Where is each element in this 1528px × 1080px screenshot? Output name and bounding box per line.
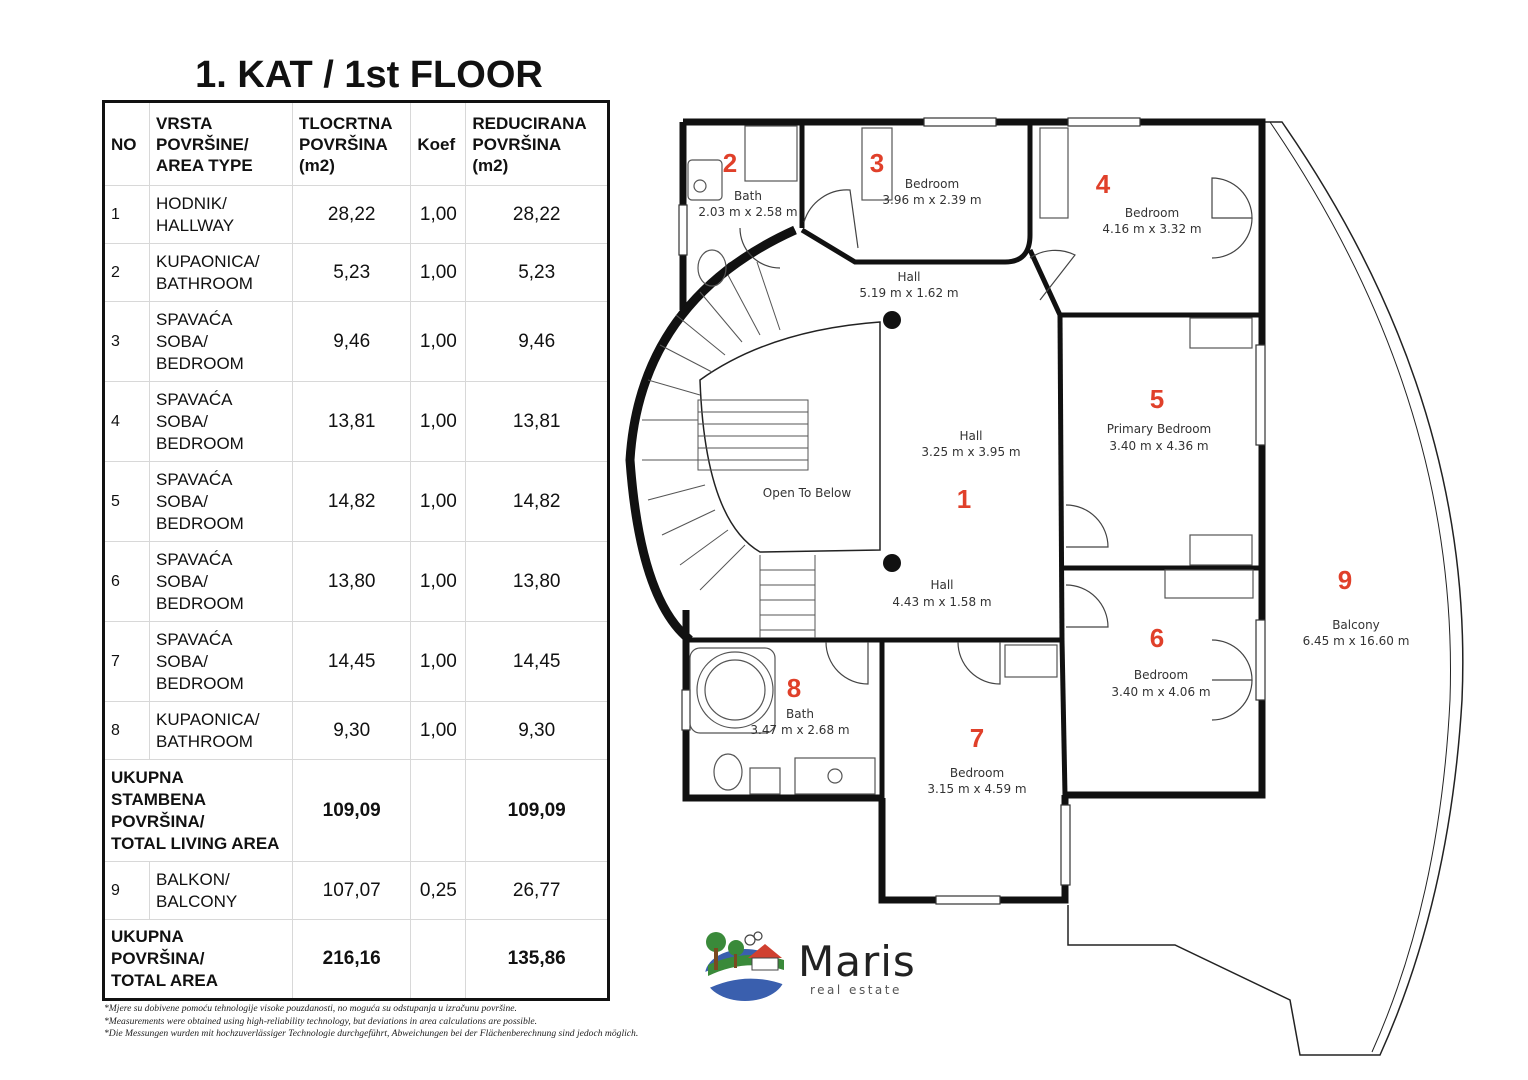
cell-reduced: 28,22 [466, 186, 609, 244]
cell-type-line: HALLWAY [156, 215, 235, 235]
open-to-below-label: Open To Below [762, 486, 852, 500]
room-3-number: 3 [869, 148, 885, 178]
column-marker [883, 311, 901, 329]
cell-area: 28,22 [293, 186, 411, 244]
cell-type-line: BEDROOM [156, 513, 244, 533]
grand-total-line: UKUPNA [111, 927, 184, 946]
hall-upper-dims: 5.19 m x 1.62 m [859, 286, 959, 300]
room-3-dims: 3.96 m x 2.39 m [882, 193, 982, 207]
page-title: 1. KAT / 1st FLOOR [195, 54, 543, 96]
header-reduced-line: POVRŠINA [472, 134, 562, 154]
room-7-dims: 3.15 m x 4.59 m [927, 782, 1027, 796]
cell-no: 1 [104, 186, 150, 244]
cell-no: 3 [104, 302, 150, 382]
column-marker [883, 554, 901, 572]
cell-type-line: BEDROOM [156, 673, 244, 693]
living-total-area: 109,09 [293, 760, 411, 862]
cell-koef: 1,00 [411, 462, 466, 542]
header-floor-area-line: POVRŠINA [299, 134, 388, 154]
room-4-name: Bedroom [1124, 206, 1180, 220]
cell-area: 13,81 [293, 382, 411, 462]
room-5-name: Primary Bedroom [1106, 422, 1212, 436]
room-9-number: 9 [1337, 565, 1353, 595]
cell-type-line: SOBA/ [156, 571, 208, 591]
living-total-line: STAMBENA [111, 789, 207, 809]
stair-curved-wall [630, 230, 795, 640]
room-6-dims: 3.40 m x 4.06 m [1111, 685, 1211, 699]
cell-type-line: SPAVAĆA [156, 309, 233, 329]
room-4-number: 4 [1095, 169, 1111, 199]
room-3-name: Bedroom [904, 177, 960, 191]
room-8-number: 8 [786, 673, 802, 703]
living-total-reduced: 109,09 [466, 760, 609, 862]
cell-type-line: SPAVAĆA [156, 469, 233, 489]
cell-type-line: SOBA/ [156, 651, 208, 671]
cell-koef: 1,00 [411, 244, 466, 302]
cell-area: 14,45 [293, 622, 411, 702]
room-6-number: 6 [1149, 623, 1165, 653]
cell-koef: 1,00 [411, 382, 466, 462]
cell-type-line: SPAVAĆA [156, 629, 233, 649]
header-floor-area-line: (m2) [299, 155, 335, 175]
cell-type-line: HODNIK/ [156, 193, 227, 213]
cell-no: 9 [104, 862, 150, 920]
grand-total-area: 216,16 [293, 920, 411, 1000]
room-5-dims: 3.40 m x 4.36 m [1109, 439, 1209, 453]
cell-no: 4 [104, 382, 150, 462]
cell-reduced: 14,45 [466, 622, 609, 702]
cell-reduced: 9,46 [466, 302, 609, 382]
balcony-inner-outline [1270, 122, 1451, 1052]
cell-type-line: BEDROOM [156, 433, 244, 453]
room-2-name: Bath [734, 189, 762, 203]
cell-reduced: 13,81 [466, 382, 609, 462]
disclaimer-line: *Mjere su dobivene pomoću tehnologije visoke pouzdanosti, no moguća su odstupanja u izračunu površine. [104, 1003, 517, 1014]
cell-koef: 0,25 [411, 862, 466, 920]
brand-subtitle: real estate [810, 983, 902, 997]
room-9-dims: 6.45 m x 16.60 m [1302, 634, 1410, 648]
cell-reduced: 26,77 [466, 862, 609, 920]
cell-area: 5,23 [293, 244, 411, 302]
room-6-name: Bedroom [1133, 668, 1189, 682]
grand-total-line: POVRŠINA/ [111, 949, 205, 968]
cell-type-line: BALKON/ [156, 869, 230, 889]
room-2-dims: 2.03 m x 2.58 m [698, 205, 798, 219]
living-total-line: UKUPNA [111, 767, 184, 787]
cell-no: 7 [104, 622, 150, 702]
cell-koef: 1,00 [411, 622, 466, 702]
cell-reduced: 13,80 [466, 542, 609, 622]
header-koef: Koef [411, 102, 466, 186]
cell-area: 13,80 [293, 542, 411, 622]
room-labels [698, 148, 1409, 796]
brand-name: Maris [798, 937, 916, 986]
room-8-dims: 3.47 m x 2.68 m [750, 723, 850, 737]
brand-logo-icon [705, 932, 785, 1001]
header-type-line: POVRŠINE/ [156, 134, 249, 154]
room-8-name: Bath [786, 707, 814, 721]
grand-total-line: TOTAL AREA [111, 971, 219, 990]
room-1-number: 1 [956, 484, 972, 514]
cell-no: 5 [104, 462, 150, 542]
hall-lower-dims: 4.43 m x 1.58 m [892, 595, 992, 609]
cell-area: 107,07 [293, 862, 411, 920]
cell-type-line: SPAVAĆA [156, 389, 233, 409]
header-no: NO [104, 102, 150, 186]
room-9-name: Balcony [1332, 618, 1380, 632]
grand-total-reduced: 135,86 [466, 920, 609, 1000]
living-total-line: POVRŠINA/ [111, 811, 205, 831]
cell-koef: 1,00 [411, 702, 466, 760]
header-type-line: AREA TYPE [156, 155, 253, 175]
cell-type-line: SPAVAĆA [156, 549, 233, 569]
room-2-number: 2 [722, 148, 738, 178]
cell-type-line: BEDROOM [156, 353, 244, 373]
cell-type-line: BATHROOM [156, 731, 253, 751]
cell-reduced: 9,30 [466, 702, 609, 760]
room-7-name: Bedroom [949, 766, 1005, 780]
cell-no: 2 [104, 244, 150, 302]
room-4-dims: 4.16 m x 3.32 m [1102, 222, 1202, 236]
cell-type-line: BEDROOM [156, 593, 244, 613]
cell-reduced: 5,23 [466, 244, 609, 302]
cell-area: 9,46 [293, 302, 411, 382]
cell-no: 6 [104, 542, 150, 622]
hall-lower-name: Hall [930, 578, 954, 592]
cell-no: 8 [104, 702, 150, 760]
cell-type-line: SOBA/ [156, 411, 208, 431]
cell-koef: 1,00 [411, 186, 466, 244]
hall-upper-name: Hall [897, 270, 921, 284]
living-total-line: TOTAL LIVING AREA [111, 833, 280, 853]
header-type-line: VRSTA [156, 113, 213, 133]
hall-center-dims: 3.25 m x 3.95 m [921, 445, 1021, 459]
cell-type-line: KUPAONICA/ [156, 251, 260, 271]
cell-type-line: BALCONY [156, 891, 238, 911]
room-7-number: 7 [969, 723, 985, 753]
header-reduced-line: (m2) [472, 155, 509, 175]
header-floor-area-line: TLOCRTNA [299, 113, 393, 133]
cell-area: 14,82 [293, 462, 411, 542]
cell-koef: 1,00 [411, 542, 466, 622]
cell-koef: 1,00 [411, 302, 466, 382]
cell-type-line: SOBA/ [156, 331, 208, 351]
cell-type-line: SOBA/ [156, 491, 208, 511]
header-reduced-line: REDUCIRANA [472, 113, 587, 133]
room-5-number: 5 [1149, 384, 1165, 414]
disclaimer-line: *Measurements were obtained using high-reliability technology, but deviations in area calculations are possible. [104, 1015, 538, 1027]
cell-area: 9,30 [293, 702, 411, 760]
cell-type-line: BATHROOM [156, 273, 253, 293]
disclaimer-line: *Die Messungen wurden mit hochzuverlässiger Technologie durchgeführt, Abweichungen bei der Flächenberechnung sind jedoch möglich. [104, 1028, 639, 1039]
hall-center-name: Hall [959, 429, 983, 443]
cell-type-line: KUPAONICA/ [156, 709, 260, 729]
cell-reduced: 14,82 [466, 462, 609, 542]
